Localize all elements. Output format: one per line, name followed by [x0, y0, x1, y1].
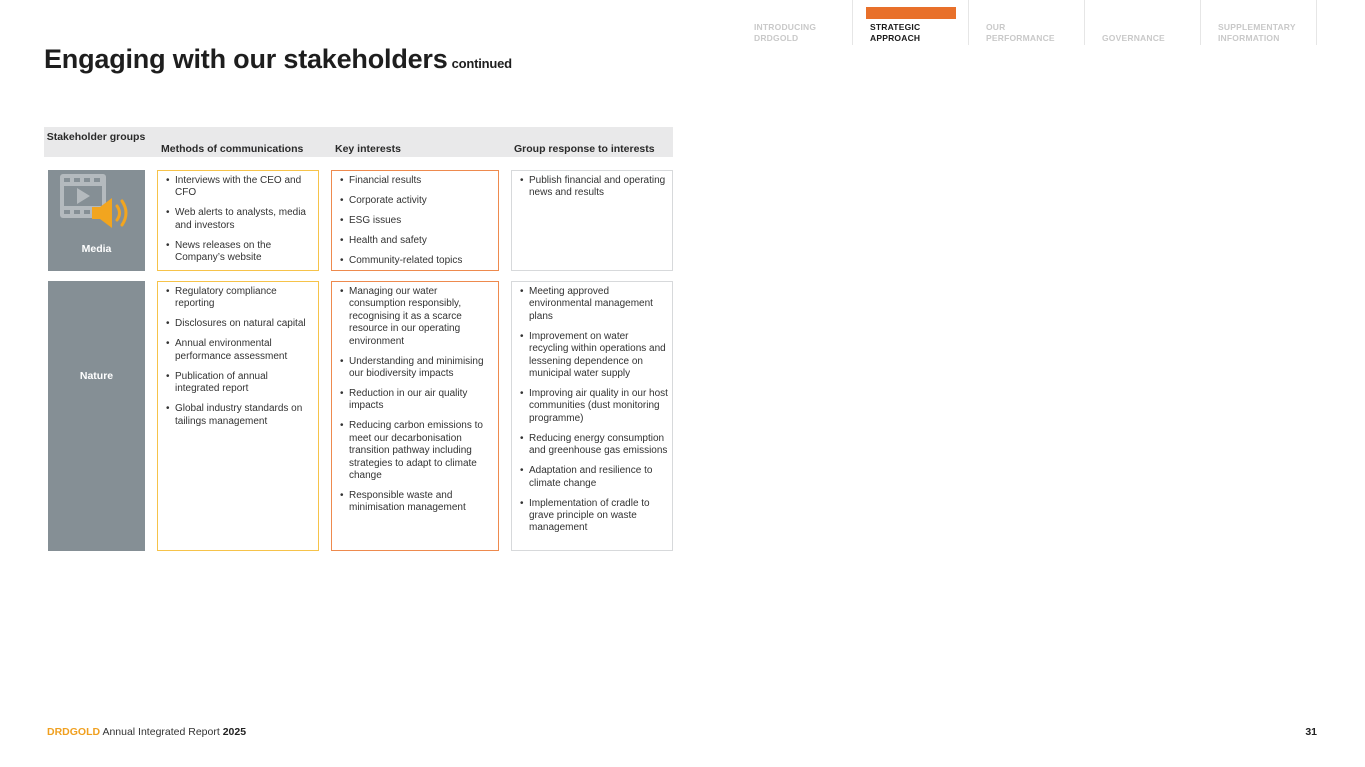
- list-item: • Health and safety: [340, 235, 494, 247]
- list-item: • Web alerts to analysts, media and investors: [166, 207, 314, 232]
- list-item: • News releases on the Company’s website: [166, 240, 314, 265]
- list-item: • ESG issues: [340, 215, 494, 227]
- list-item: • Publication of annual integrated report: [166, 371, 314, 396]
- footer-brand: DRDGOLD: [47, 726, 101, 738]
- list-item: • Publish financial and operating news and results: [520, 175, 668, 200]
- list-item: • Regulatory compliance reporting: [166, 286, 314, 311]
- tab-label: GOVERNANCE: [1102, 33, 1165, 43]
- list-item: • Responsible waste and minimisation management: [340, 490, 494, 515]
- tab-strategic-approach[interactable]: [853, 0, 969, 45]
- page-title-suffix: continued: [451, 56, 512, 71]
- nature-group-response-cell: [511, 281, 673, 551]
- header-key-interests: Key interests: [335, 143, 401, 155]
- media-methods-cell: [157, 170, 319, 271]
- list-item: • Improving air quality in our host communities (dust monitoring programme): [520, 388, 668, 425]
- header-stakeholder-groups: Stakeholder groups: [46, 131, 146, 143]
- table-header: [44, 127, 673, 157]
- header-group-response: Group response to interests: [514, 143, 655, 155]
- active-tab-indicator: [866, 7, 956, 19]
- footer: [47, 726, 246, 738]
- section-nav: [737, 0, 1317, 45]
- list-item: • Corporate activity: [340, 195, 494, 207]
- group-name: Nature: [79, 370, 114, 382]
- media-video-speaker-icon: [60, 174, 134, 236]
- footer-report: Annual Integrated Report: [102, 726, 220, 738]
- list-item: • Improvement on water recycling within operations and lessening dependence on municipal water supply: [520, 331, 668, 381]
- tab-label: OUR PERFORMANCE: [986, 22, 1055, 43]
- page-number: 31: [1305, 726, 1317, 738]
- list-item: • Disclosures on natural capital: [166, 318, 314, 330]
- tab-supplementary-information[interactable]: [1201, 0, 1317, 45]
- page-title-main: Engaging with our stakeholders: [44, 44, 448, 74]
- list-item: • Reduction in our air quality impacts: [340, 388, 494, 413]
- page-title: [44, 44, 512, 75]
- list-item: • Interviews with the CEO and CFO: [166, 175, 314, 200]
- footer-year: 2025: [222, 726, 247, 738]
- list-item: • Community-related topics: [340, 255, 494, 267]
- nature-methods-cell: [157, 281, 319, 551]
- list-item: • Annual environmental performance assessment: [166, 338, 314, 363]
- tab-introducing-drdgold[interactable]: [737, 0, 853, 45]
- list-item: • Understanding and minimising our biodiversity impacts: [340, 356, 494, 381]
- list-item: • Global industry standards on tailings management: [166, 403, 314, 428]
- list-item: • Reducing carbon emissions to meet our decarbonisation transition pathway including strategies to adapt to climate change: [340, 420, 494, 482]
- tab-governance[interactable]: [1085, 0, 1201, 45]
- list-item: • Reducing energy consumption and greenhouse gas emissions: [520, 433, 668, 458]
- tab-label: INTRODUCING DRDGOLD: [754, 22, 817, 43]
- nature-key-interests-cell: [331, 281, 499, 551]
- group-name: Media: [81, 243, 112, 255]
- tab-our-performance[interactable]: [969, 0, 1085, 45]
- list-item: • Implementation of cradle to grave principle on waste management: [520, 498, 668, 535]
- media-group-response-cell: [511, 170, 673, 271]
- tab-label: SUPPLEMENTARY INFORMATION: [1218, 22, 1296, 43]
- header-methods: Methods of communications: [161, 143, 304, 155]
- list-item: • Meeting approved environmental management plans: [520, 286, 668, 323]
- list-item: • Managing our water consumption responsibly, recognising it as a scarce resource in our operating environment: [340, 286, 494, 348]
- list-item: • Adaptation and resilience to climate change: [520, 465, 668, 490]
- group-media: [48, 170, 145, 271]
- group-nature: [48, 281, 145, 551]
- tab-label: STRATEGIC APPROACH: [870, 22, 921, 43]
- list-item: • Financial results: [340, 175, 494, 187]
- media-key-interests-cell: [331, 170, 499, 271]
